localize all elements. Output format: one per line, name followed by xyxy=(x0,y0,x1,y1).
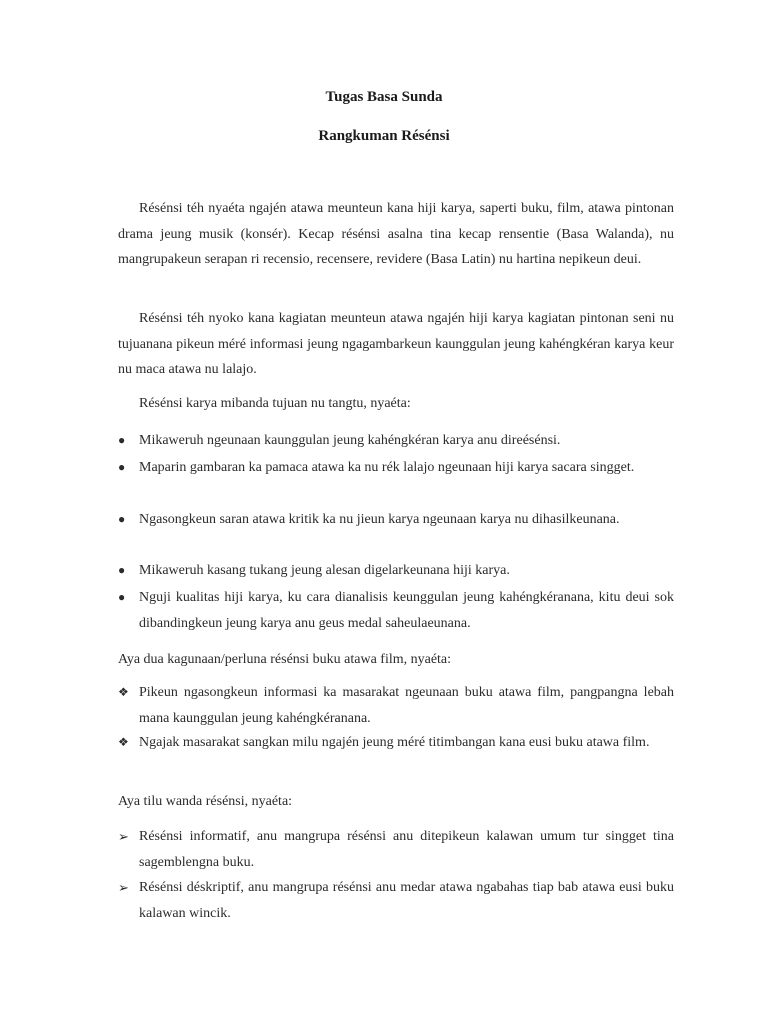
list-item xyxy=(118,558,674,584)
bullet-icon: ● xyxy=(118,590,126,604)
list-item xyxy=(118,428,674,454)
list-item xyxy=(118,455,674,481)
paragraph-definition: Résénsi téh nyaéta ngajén atawa meunteun kana hiji karya, saperti buku, film, atawa pintonan drama jeung musik (konsér). Kecap résénsi asalna tina kecap rensentie (Basa Walanda), nu mangrupakeun serapan ri recensio, recensere, revidere (Basa Latin) nu hartina nepikeun deui. xyxy=(118,201,674,268)
list-item-text: Pikeun ngasongkeun informasi ka masarakat ngeunaan buku atawa film, pangpangna lebah mana kaunggulan jeung kahéngkéranana. xyxy=(139,685,674,726)
list-item xyxy=(118,507,674,533)
paragraph-purpose-intro: Résénsi karya mibanda tujuan nu tangtu, nyaéta: xyxy=(139,396,411,411)
paragraph-usage-intro: Aya dua kagunaan/perluna résénsi buku atawa film, nyaéta: xyxy=(118,652,452,667)
list-item-text: Ngasongkeun saran atawa kritik ka nu jieun karya ngeunaan karya nu dihasilkeunana. xyxy=(139,512,620,527)
list-item xyxy=(118,680,674,731)
list-item xyxy=(118,824,674,875)
bullet-icon: ● xyxy=(118,563,126,577)
list-item xyxy=(118,875,674,926)
list-item xyxy=(118,730,674,756)
bullet-icon: ● xyxy=(118,433,126,447)
diamond-bullet-icon: ❖ xyxy=(118,685,129,699)
list-item-text: Résénsi informatif, anu mangrupa résénsi anu ditepikeun kalawan umum tur singget tina sagemblengna buku. xyxy=(139,829,674,870)
list-item-text: Maparin gambaran ka pamaca atawa ka nu rék lalajo ngeunaan hiji karya sacara singget. xyxy=(139,460,635,475)
arrow-bullet-icon: ➢ xyxy=(118,880,129,895)
list-item-text: Nguji kualitas hiji karya, ku cara dianalisis keunggulan jeung kahéngkéranana, kitu deui sok dibandingkeun jeung karya anu geus medal saheulaeunana. xyxy=(139,590,674,631)
paragraph-activity: Résénsi téh nyoko kana kagiatan meunteun atawa ngajén hiji karya kagiatan pintonan seni nu tujuanana pikeun méré informasi jeung ngagambarkeun kaunggulan jeung kahéngkéran karya keur nu maca atawa nu lalajo. xyxy=(118,311,674,378)
list-item xyxy=(118,585,674,636)
list-item-text: Résénsi déskriptif, anu mangrupa résénsi anu medar atawa ngabahas tiap bab atawa eusi buku kalawan wincik. xyxy=(139,880,674,921)
list-item-text: Ngajak masarakat sangkan milu ngajén jeung méré titimbangan kana eusi buku atawa film. xyxy=(139,735,650,750)
paragraph-types-intro: Aya tilu wanda résénsi, nyaéta: xyxy=(118,794,293,809)
arrow-bullet-icon: ➢ xyxy=(118,829,129,844)
bullet-icon: ● xyxy=(118,460,126,474)
diamond-bullet-icon: ❖ xyxy=(118,735,129,749)
document-subtitle: Rangkuman Résénsi xyxy=(318,128,450,144)
document-title: Tugas Basa Sunda xyxy=(325,89,443,105)
list-item-text: Mikaweruh kasang tukang jeung alesan digelarkeunana hiji karya. xyxy=(139,563,510,578)
bullet-icon: ● xyxy=(118,512,126,526)
list-item-text: Mikaweruh ngeunaan kaunggulan jeung kahéngkéran karya anu direésénsi. xyxy=(139,433,561,448)
